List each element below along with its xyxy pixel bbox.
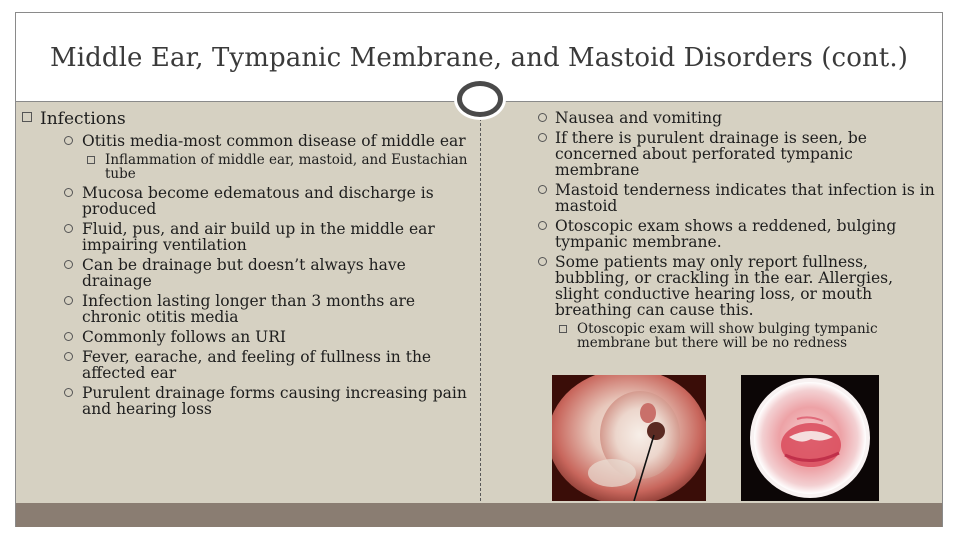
- circle-bullet-icon: [538, 133, 547, 142]
- list-item: [22, 185, 472, 217]
- circle-bullet-icon: [64, 388, 73, 397]
- circle-bullet-icon: [538, 221, 547, 230]
- footer-bar: [16, 503, 942, 527]
- list-item-text: Otitis media-most common disease of middle ear: [82, 132, 466, 150]
- list-item-text: Mastoid tenderness indicates that infection is in mastoid: [555, 181, 935, 215]
- sub-list-item: [538, 322, 938, 350]
- square-bullet-icon: [559, 325, 567, 333]
- list-heading: [22, 109, 472, 129]
- circle-bullet-icon: [64, 332, 73, 341]
- circle-bullet-icon: [64, 188, 73, 197]
- list-item: [538, 254, 938, 318]
- circle-bullet-icon: [64, 136, 73, 145]
- circle-bullet-icon: [64, 352, 73, 361]
- list-item: [538, 110, 938, 126]
- square-bullet-icon: [87, 156, 95, 164]
- square-bullet-icon: [22, 112, 32, 122]
- list-item-text: Can be drainage but doesn’t always have drainage: [82, 256, 406, 290]
- list-item: [22, 257, 472, 289]
- list-item: [22, 293, 472, 325]
- list-item-text: Some patients may only report fullness, bubbling, or crackling in the ear. Allergies, slight conductive hearing loss, or mouth breathing can cause this.: [555, 253, 894, 319]
- right-column: [538, 110, 938, 354]
- sub-list-item: [22, 153, 472, 181]
- circle-bullet-icon: [538, 257, 547, 266]
- circle-bullet-icon: [64, 296, 73, 305]
- circle-bullet-icon: [538, 185, 547, 194]
- circle-bullet-icon: [64, 224, 73, 233]
- reddened-eardrum-image: [741, 375, 879, 501]
- list-item-text: Commonly follows an URI: [82, 328, 287, 346]
- list-item: [22, 133, 472, 149]
- circle-bullet-icon: [64, 260, 73, 269]
- list-item-text: Nausea and vomiting: [555, 109, 722, 127]
- circle-bullet-icon: [538, 113, 547, 122]
- list-item-text: If there is purulent drainage is seen, be concerned about perforated tympanic membrane: [555, 129, 867, 179]
- list-item: [538, 182, 938, 214]
- heading-text: Infections: [40, 109, 126, 129]
- list-item: [538, 218, 938, 250]
- list-item: [22, 221, 472, 253]
- list-item: [538, 130, 938, 178]
- bulging-eardrum-image: [552, 375, 706, 501]
- column-divider: [480, 113, 481, 501]
- list-item-text: Mucosa become edematous and discharge is produced: [82, 184, 434, 218]
- slide-title: Middle Ear, Tympanic Membrane, and Mastoid Disorders (cont.): [50, 43, 908, 73]
- list-item-text: Infection lasting longer than 3 months are chronic otitis media: [82, 292, 416, 326]
- sub-list-item-text: Inflammation of middle ear, mastoid, and Eustachian tube: [105, 152, 468, 182]
- right-otoscopic-photo: [741, 375, 879, 501]
- list-item-text: Purulent drainage forms causing increasing pain and hearing loss: [82, 384, 467, 418]
- sub-list-item-text: Otoscopic exam will show bulging tympanic membrane but there will be no redness: [577, 321, 878, 351]
- list-item-text: Otoscopic exam shows a reddened, bulging tympanic membrane.: [555, 217, 897, 251]
- list-item: [22, 385, 472, 417]
- list-item: [22, 329, 472, 345]
- list-item: [22, 349, 472, 381]
- list-item-text: Fluid, pus, and air build up in the middle ear impairing ventilation: [82, 220, 435, 254]
- left-otoscopic-photo: [552, 375, 706, 501]
- left-column: [22, 109, 472, 421]
- slide: [15, 12, 943, 527]
- list-item-text: Fever, earache, and feeling of fullness in the affected ear: [82, 348, 432, 382]
